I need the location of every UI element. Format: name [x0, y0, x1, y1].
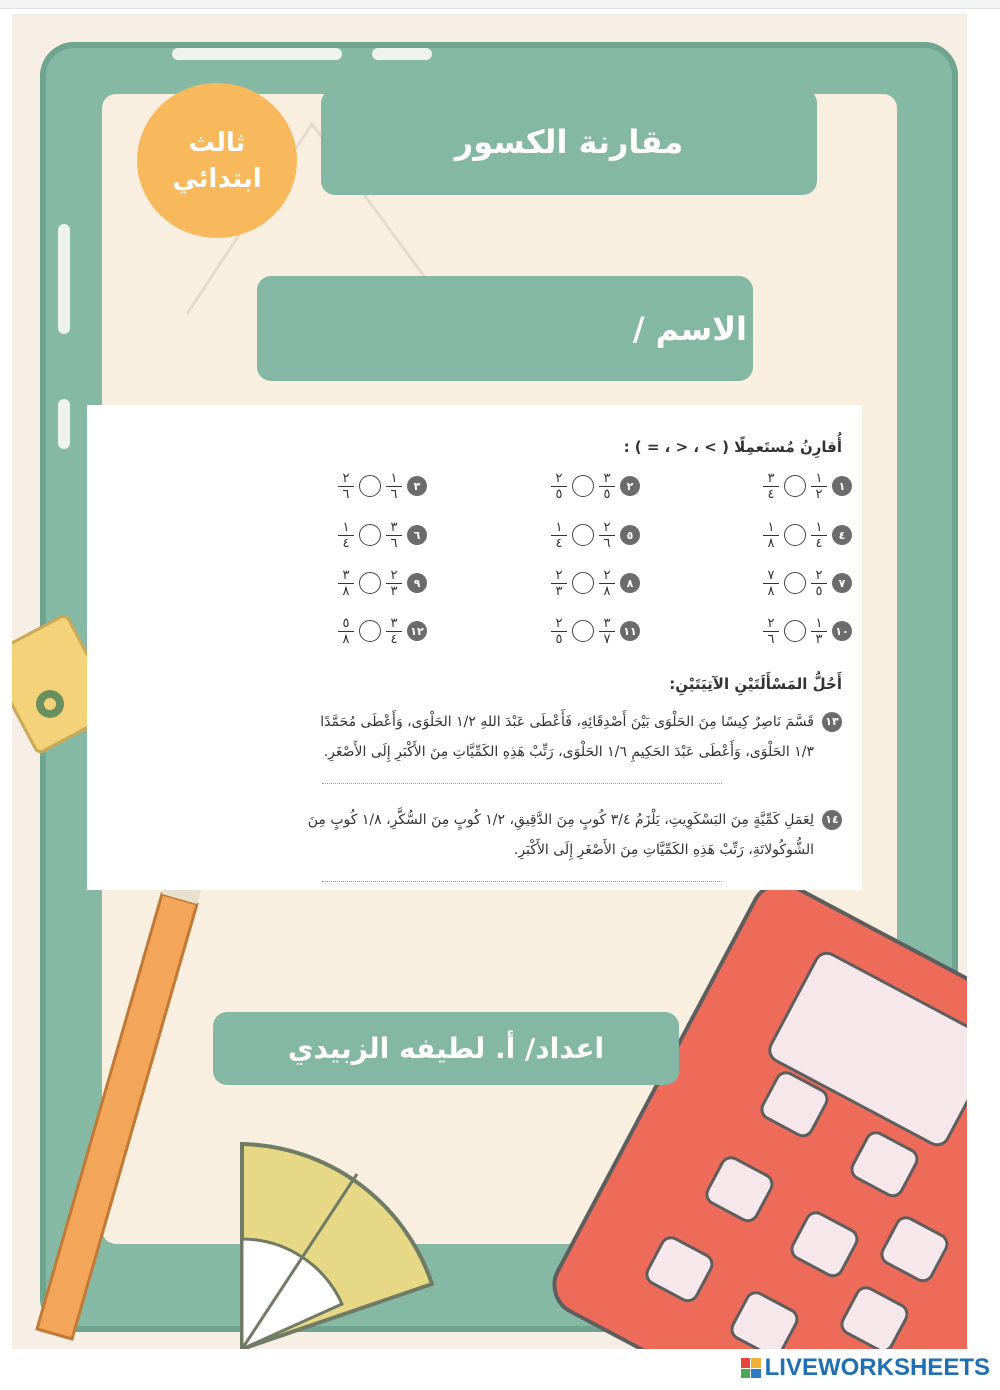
fraction-left [551, 617, 567, 646]
fraction-right [599, 521, 615, 550]
answer-circle[interactable] [572, 620, 594, 642]
fraction-left [551, 472, 567, 501]
author-name: اعداد/ أ. لطيفه الزبيدي [287, 1032, 605, 1065]
denominator: ٣ [555, 583, 563, 599]
question-13 [107, 707, 842, 767]
comparison-item [490, 521, 640, 549]
comparison-item [277, 472, 427, 500]
numerator: ٢ [390, 567, 398, 583]
question-13-line-1: قَسَّمَ نَاصِرٌ كِيسًا مِنَ الحَلْوَى بَيْنَ أَصْدِقَائِهِ، فَأَعْطَى عَبْدَ اللهِ ١/٢ الحَلْوَى، وَأَعْطَى مُحَمَّدًا [320, 714, 814, 730]
denominator: ٤ [390, 631, 398, 647]
numerator: ١ [815, 519, 823, 535]
fraction-right [599, 569, 615, 598]
denominator: ٦ [767, 631, 775, 647]
comparison-item [702, 617, 852, 645]
fraction-right [386, 472, 402, 501]
calculator-icon [544, 874, 967, 1349]
denominator: ٤ [815, 535, 823, 551]
fraction-left [551, 569, 567, 598]
exercise2-instruction: أَحُلُّ المَسْأَلَتَيْنِ الآتِيَتَيْنِ: [669, 675, 842, 693]
answer-circle[interactable] [572, 524, 594, 546]
item-number-badge: ١ [832, 476, 852, 496]
fraction-right [811, 569, 827, 598]
denominator: ٣ [815, 631, 823, 647]
numerator: ١ [390, 470, 398, 486]
item-number-badge: ١٠ [832, 621, 852, 641]
item-number-badge: ٨ [620, 573, 640, 593]
liveworksheets-icon [741, 1358, 761, 1378]
comparison-item [277, 569, 427, 597]
denominator: ٨ [342, 631, 350, 647]
numerator: ١ [342, 519, 350, 535]
browser-top-strip [0, 0, 1000, 9]
denominator: ٦ [342, 486, 350, 502]
denominator: ٤ [555, 535, 563, 551]
comparison-item [277, 521, 427, 549]
comparison-item [277, 617, 427, 645]
denominator: ٨ [767, 583, 775, 599]
exercise1-instruction: أُقارِنُ مُستَعمِلًا ( > ، < ، = ) : [623, 438, 842, 456]
item-number-badge: ٣ [407, 476, 427, 496]
fraction-right [599, 617, 615, 646]
denominator: ٨ [603, 583, 611, 599]
denominator: ٨ [342, 583, 350, 599]
question-number-badge: ١٣ [822, 712, 842, 732]
fraction-left [763, 617, 779, 646]
denominator: ٦ [603, 535, 611, 551]
denominator: ٥ [555, 486, 563, 502]
numerator: ٥ [342, 615, 350, 631]
numerator: ٢ [815, 567, 823, 583]
numerator: ٢ [555, 615, 563, 631]
numerator: ٣ [342, 567, 350, 583]
answer-line-14 [322, 881, 722, 882]
numerator: ٢ [342, 470, 350, 486]
denominator: ٤ [767, 486, 775, 502]
question-14 [107, 805, 842, 865]
answer-circle[interactable] [784, 620, 806, 642]
numerator: ١ [555, 519, 563, 535]
question-14-line-2: الشُّوكُولاتَةِ، رَتِّبْ هَذِهِ الكَمِّيَّاتِ مِنَ الأَصْغَرِ إِلَى الأَكْبَرِ. [513, 842, 814, 858]
comparison-item [490, 617, 640, 645]
numerator: ٣ [603, 615, 611, 631]
numerator: ٢ [555, 470, 563, 486]
fraction-left [551, 521, 567, 550]
fraction-right [386, 521, 402, 550]
title-banner [321, 89, 817, 195]
fraction-right [811, 617, 827, 646]
question-number-badge: ١٤ [822, 810, 842, 830]
comparison-item [490, 569, 640, 597]
comparison-item [702, 569, 852, 597]
denominator: ٣ [390, 583, 398, 599]
pencil-icon [37, 876, 202, 1339]
denominator: ٦ [390, 486, 398, 502]
fraction-left [338, 569, 354, 598]
numerator: ٧ [767, 567, 775, 583]
fraction-left [763, 521, 779, 550]
item-number-badge: ٤ [832, 525, 852, 545]
item-number-badge: ١١ [620, 621, 640, 641]
numerator: ٢ [767, 615, 775, 631]
name-label: الاسم / [632, 309, 747, 348]
comparison-item [702, 472, 852, 500]
numerator: ٢ [603, 567, 611, 583]
fraction-right [599, 472, 615, 501]
denominator: ٥ [603, 486, 611, 502]
grade-line-2: ابتدائي [172, 163, 262, 194]
denominator: ٤ [342, 535, 350, 551]
denominator: ٦ [390, 535, 398, 551]
protractor-icon [242, 1144, 432, 1349]
answer-circle[interactable] [784, 524, 806, 546]
answer-circle[interactable] [359, 620, 381, 642]
item-number-badge: ٧ [832, 573, 852, 593]
fraction-right [386, 617, 402, 646]
item-number-badge: ٦ [407, 525, 427, 545]
answer-circle[interactable] [784, 475, 806, 497]
denominator: ٥ [815, 583, 823, 599]
comparison-item [702, 521, 852, 549]
numerator: ٣ [390, 519, 398, 535]
answer-line-13 [322, 783, 722, 784]
numerator: ٢ [555, 567, 563, 583]
denominator: ٢ [815, 486, 823, 502]
fraction-right [811, 521, 827, 550]
numerator: ١ [815, 470, 823, 486]
item-number-badge: ٢ [620, 476, 640, 496]
denominator: ٥ [555, 631, 563, 647]
fraction-right [386, 569, 402, 598]
answer-circle[interactable] [572, 475, 594, 497]
answer-circle[interactable] [359, 524, 381, 546]
numerator: ١ [767, 519, 775, 535]
answer-circle[interactable] [359, 572, 381, 594]
fraction-left [338, 472, 354, 501]
item-number-badge: ٩ [407, 573, 427, 593]
answer-circle[interactable] [784, 572, 806, 594]
denominator: ٨ [767, 535, 775, 551]
fraction-right [811, 472, 827, 501]
numerator: ٢ [603, 519, 611, 535]
grade-line-1: ثالث [188, 127, 246, 158]
fraction-left [763, 569, 779, 598]
item-number-badge: ١٢ [407, 621, 427, 641]
numerator: ٣ [390, 615, 398, 631]
exercise-panel [87, 405, 862, 890]
answer-circle[interactable] [359, 475, 381, 497]
numerator: ٣ [603, 470, 611, 486]
fraction-left [338, 617, 354, 646]
question-13-line-2: ١/٣ الحَلْوَى، وَأَعْطَى عَبْدَ الحَكِيمِ ١/٦ الحَلْوَى، رَتِّبْ هَذِهِ الكَمِّيَّاتِ مِنَ الأَكْبَرِ إِلَى الأَصْغَرِ. [323, 744, 814, 760]
grade-badge [137, 83, 297, 238]
author-banner [213, 1012, 679, 1085]
fraction-left [763, 472, 779, 501]
comparison-item [490, 472, 640, 500]
page-title: مقارنة الكسور [454, 123, 684, 161]
item-number-badge: ٥ [620, 525, 640, 545]
brand-logo[interactable] [741, 1354, 990, 1382]
answer-circle[interactable] [572, 572, 594, 594]
fraction-left [338, 521, 354, 550]
brand-name: LIVEWORKSHEETS [764, 1354, 990, 1381]
numerator: ١ [815, 615, 823, 631]
name-banner[interactable] [257, 276, 753, 381]
numerator: ٣ [767, 470, 775, 486]
denominator: ٧ [603, 631, 611, 647]
question-14-line-1: لِعَمَلِ كَمِّيَّةٍ مِنَ البَسْكَوِيتِ، يَلْزَمُ ٣/٤ كُوبٍ مِنَ الدَّقِيقِ، ١/٢ كُوبٍ مِنَ السُّكَّرِ، ١/٨ كُوبٍ مِنَ [307, 812, 814, 828]
